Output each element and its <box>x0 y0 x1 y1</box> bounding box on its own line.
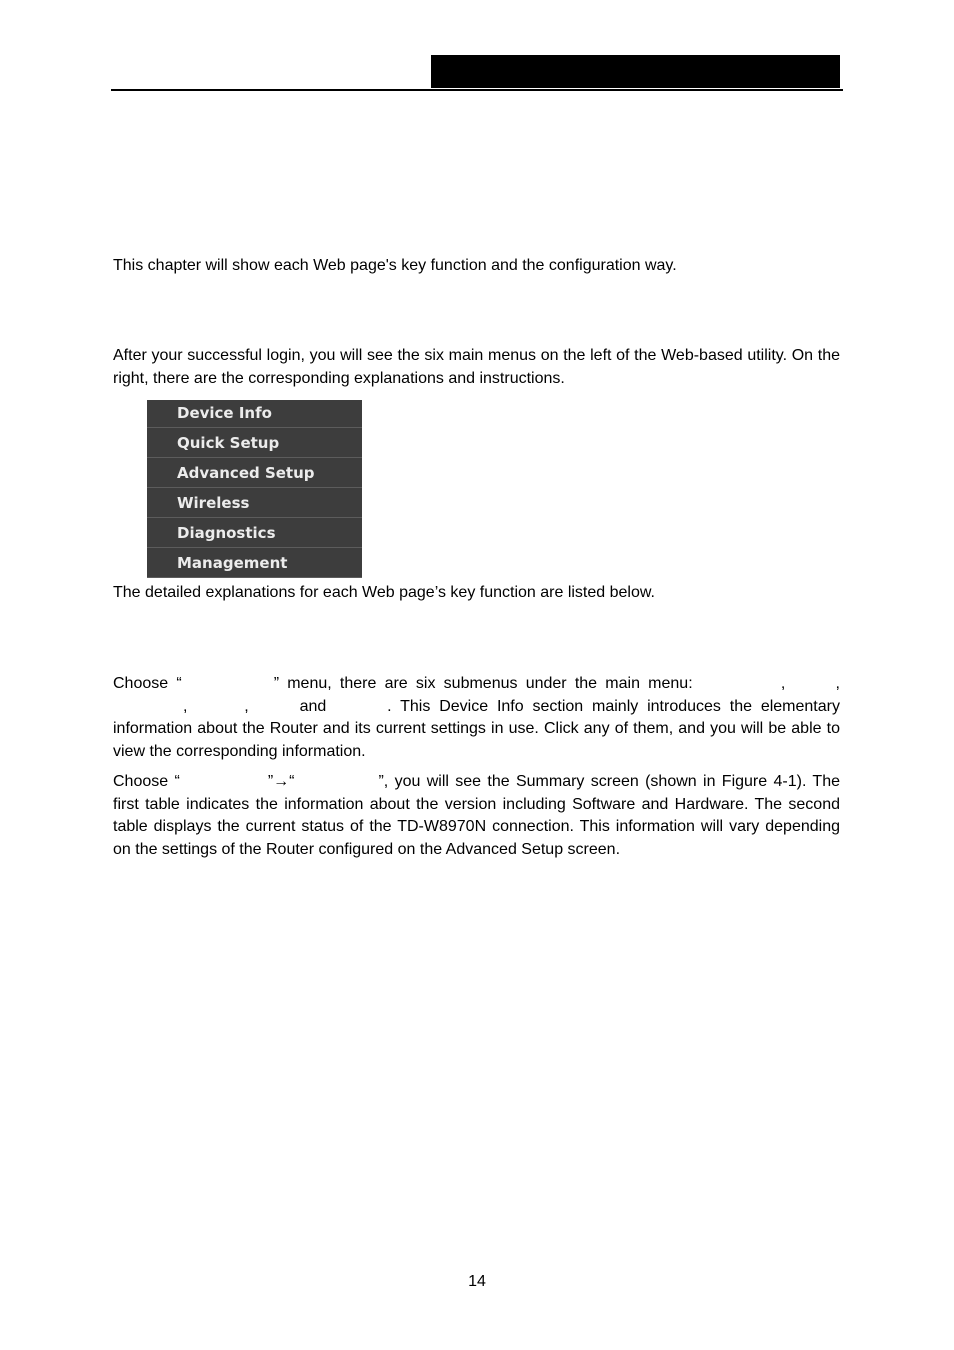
text-run: , <box>183 697 188 715</box>
menu-item-device-info[interactable]: Device Info <box>147 400 362 428</box>
device-info-paragraph <box>113 673 840 763</box>
main-menu-screenshot <box>147 400 362 573</box>
page-number: 14 <box>468 1273 486 1290</box>
login-paragraph: After your successful login, you will see the six main menus on the left of the Web-based utility. On the right, there are the corresponding explanations and instructions. <box>113 347 840 387</box>
menu-item-advanced-setup[interactable]: Advanced Setup <box>147 460 362 488</box>
menu-item-management[interactable]: Management <box>147 550 362 578</box>
menu-item-wireless[interactable]: Wireless <box>147 490 362 518</box>
menu-item-diagnostics[interactable]: Diagnostics <box>147 520 362 548</box>
header-rule <box>111 89 843 91</box>
detailed-paragraph: The detailed explanations for each Web page’s key function are listed below. <box>113 584 655 601</box>
text-run: ”, you will see the Summary screen (shown in Figure 4-1). The first table indicates the information about the version including Software and Hardware. The second table displays the current status of the TD-W8970N connection. This information will vary depending on the settings of the Router configured on the Advanced Setup screen. <box>113 773 841 858</box>
text-run: , <box>780 675 786 692</box>
text-run: ”→“ <box>267 773 295 790</box>
text-run: Choose “ <box>113 675 182 692</box>
text-run: , <box>835 675 840 692</box>
header-bar <box>431 55 840 88</box>
text-run: and <box>299 697 327 715</box>
menu-item-quick-setup[interactable]: Quick Setup <box>147 430 362 458</box>
text-run: Choose “ <box>113 773 180 790</box>
text-run: ” menu, there are six submenus under the main menu: <box>273 675 693 692</box>
text-run: , <box>244 697 249 715</box>
summary-paragraph <box>113 771 840 861</box>
intro-paragraph: This chapter will show each Web page's key function and the configuration way. <box>113 257 677 274</box>
text-run: . This Device Info section mainly introduces the elementary information about the Router and its current settings in use. Click any of them, and you will be able to view the corresponding information. <box>113 697 840 760</box>
